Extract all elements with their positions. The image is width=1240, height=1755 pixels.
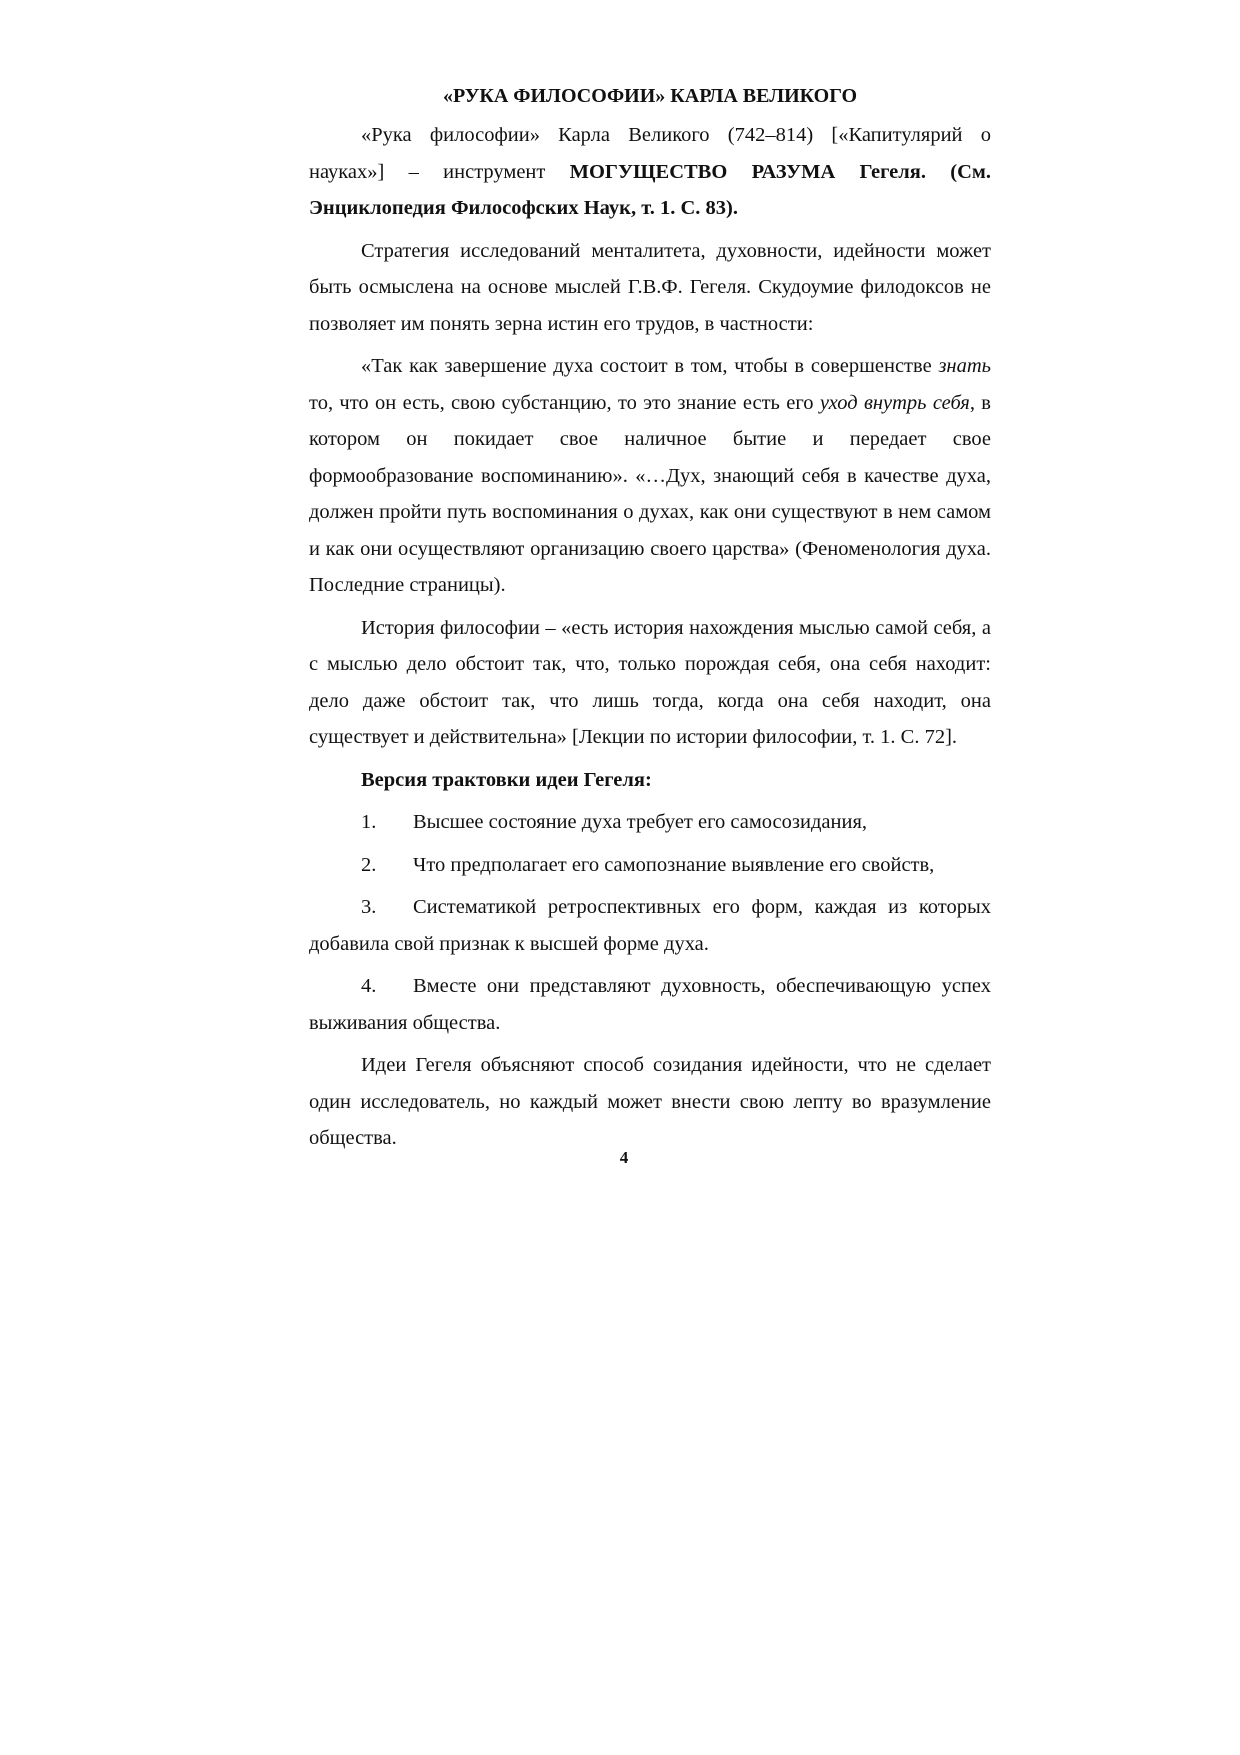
list-item xyxy=(309,968,991,1041)
section-heading: Версия трактовки идеи Гегеля: xyxy=(361,768,652,791)
list-item-number: 2. xyxy=(361,853,377,876)
page-number: 4 xyxy=(619,1148,629,1167)
intro-text: «Рука философии» Карла Великого (742–814) [«Капитулярий о науках»] – инструмент xyxy=(309,124,991,183)
paragraph-strategy: Стратегия исследований менталитета, духовности, идейности может быть осмыслена на основе мыслей Г.В.Ф. Гегеля. Скудоумие филодоксов не позволяет им понять зерна истин его трудов, в частности: xyxy=(309,239,991,335)
list-item-text: Систематикой ретроспективных его форм, каждая из которых добавила свой признак к высшей форме духа. xyxy=(309,896,991,955)
paragraph-intro xyxy=(309,117,991,227)
list-item xyxy=(309,804,991,841)
list-item xyxy=(309,889,991,962)
paragraph-conclusion: Идеи Гегеля объясняют способ созидания идейности, что не сделает один исследователь, но каждый может внести свою лепту во вразумление общества. xyxy=(309,1054,991,1149)
quote-part-1: «Так как завершение духа состоит в том, чтобы в совершенстве xyxy=(361,355,939,377)
list-item xyxy=(309,847,991,884)
quote-part-3: , в котором он покидает свое наличное бытие и передает свое формообразование воспоминанию». «…Дух, знающий себя в качестве духа, должен пройти путь воспоминания о духах, как они существуют в нем самом и как они осуществляют организацию своего царства» (Феноменология духа. Последние страницы). xyxy=(309,391,991,596)
list-item-number: 4. xyxy=(361,975,377,997)
page-title: «РУКА ФИЛОСОФИИ» КАРЛА ВЕЛИКОГО xyxy=(442,85,858,107)
list-item-number: 1. xyxy=(361,811,377,833)
list-item-text: Высшее состояние духа требует его самосозидания, xyxy=(413,811,868,833)
quote-part-2: то, что он есть, свою субстанцию, то это знание есть его xyxy=(309,391,820,414)
page-body xyxy=(309,78,991,1163)
list-item-number: 3. xyxy=(361,896,377,918)
list-item-text: Вместе они представляют духовность, обеспечивающую успех выживания общества. xyxy=(309,975,991,1034)
quote-italic-1: знать xyxy=(938,355,991,377)
quote-italic-2: уход внутрь себя xyxy=(819,391,970,414)
paragraph-history: История философии – «есть история нахождения мыслью самой себя, а с мыслью дело обстоит так, что, только порождая себя, она себя находит: дело даже обстоит так, что лишь тогда, когда она себя находит, она существует и действительна» [Лекции по истории философии, т. 1. С. 72]. xyxy=(309,616,991,748)
paragraph-quote xyxy=(309,348,991,604)
intro-bold-text: МОГУЩЕСТВО РАЗУМА Гегеля. (См. Энциклопедия Философских Наук, т. 1. С. 83). xyxy=(309,160,991,219)
list-item-text: Что предполагает его самопознание выявление его свойств, xyxy=(413,853,935,876)
